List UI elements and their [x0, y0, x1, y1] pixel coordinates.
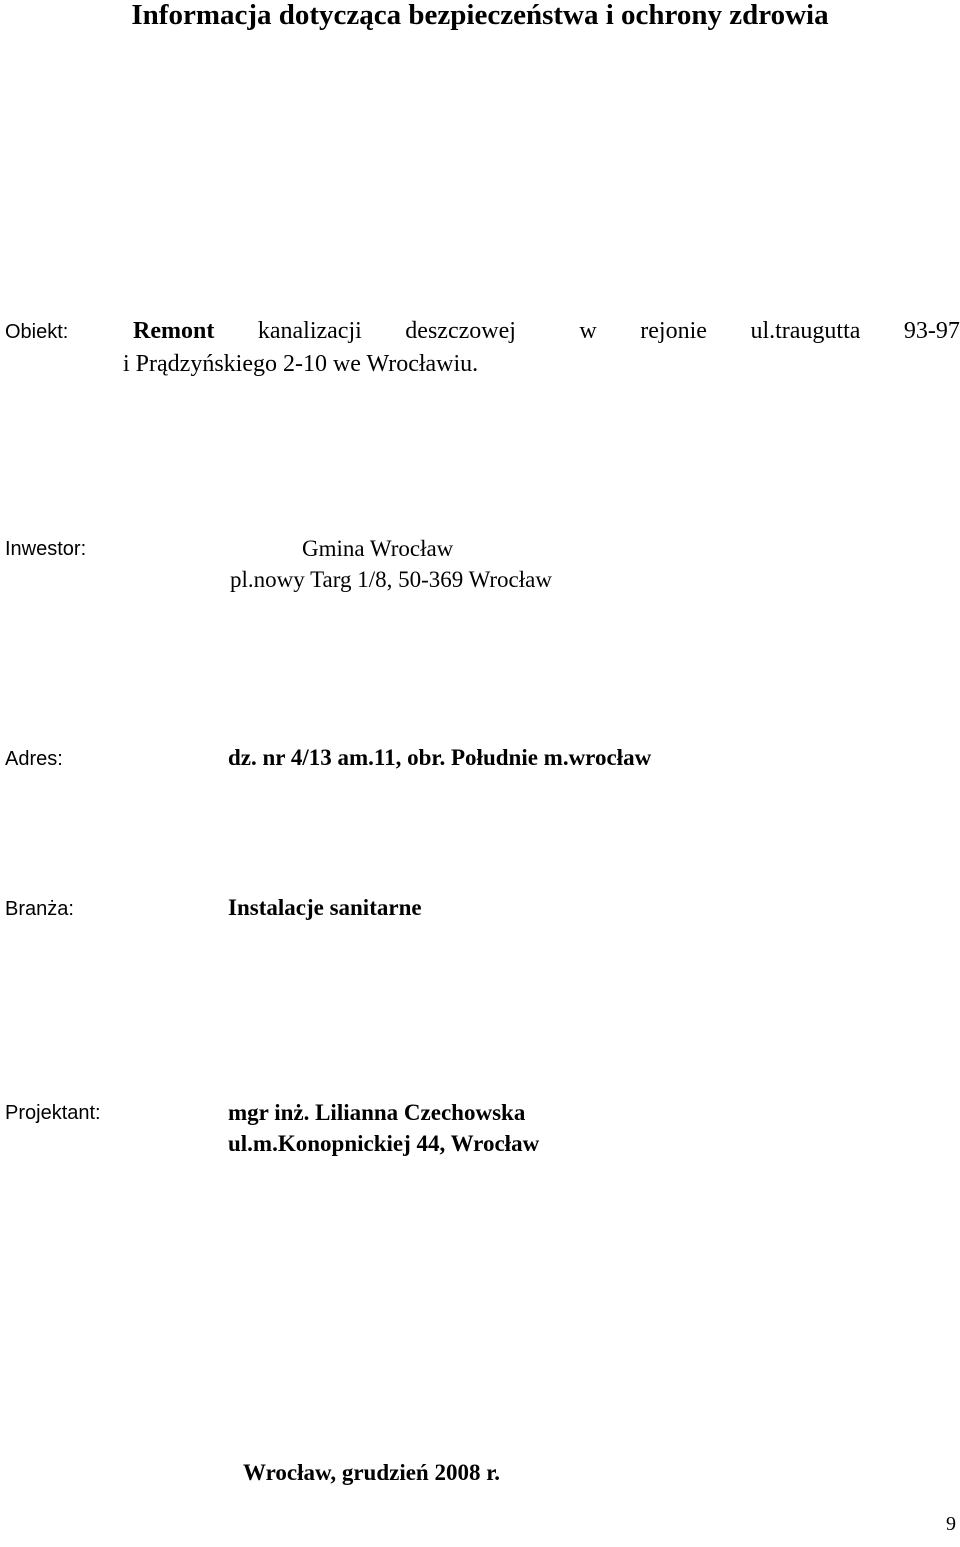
projektant-address: ul.m.Konopnickiej 44, Wrocław — [228, 1131, 540, 1156]
projektant-label: Projektant: — [5, 1102, 101, 1124]
page-number: 9 — [946, 1513, 956, 1535]
inwestor-name: Gmina Wrocław — [302, 536, 454, 561]
obiekt-line-1 — [133, 317, 960, 345]
adres-value: dz. nr 4/13 am.11, obr. Południe m.wrocław — [228, 745, 652, 770]
branza-value: Instalacje sanitarne — [228, 895, 422, 920]
obiekt-word: rejonie — [640, 318, 707, 344]
obiekt-word: 93-97 — [903, 318, 960, 344]
obiekt-word: ul.traugutta — [750, 318, 861, 344]
adres-label: Adres: — [5, 748, 63, 770]
obiekt-word: kanalizacji — [257, 318, 362, 344]
place-date: Wrocław, grudzień 2008 r. — [243, 1460, 501, 1485]
obiekt-word: Remont — [133, 318, 215, 344]
obiekt-line-2: i Prądzyńskiego 2-10 we Wrocławiu. — [123, 351, 479, 377]
document-title: Informacja dotycząca bezpieczeństwa i ochrony zdrowia — [131, 0, 829, 31]
obiekt-word: w — [579, 318, 597, 344]
obiekt-word: deszczowej — [405, 318, 516, 344]
branza-label: Branża: — [5, 898, 74, 920]
projektant-name: mgr inż. Lilianna Czechowska — [228, 1100, 526, 1125]
inwestor-label: Inwestor: — [5, 538, 87, 560]
obiekt-label: Obiekt: — [5, 321, 69, 343]
inwestor-address: pl.nowy Targ 1/8, 50-369 Wrocław — [230, 567, 552, 592]
